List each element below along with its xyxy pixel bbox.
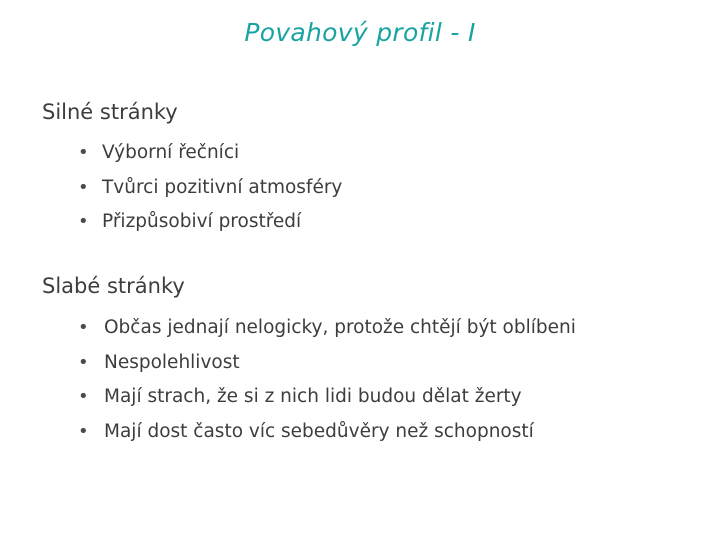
bullet-icon: • bbox=[78, 317, 89, 338]
bullet-icon: • bbox=[78, 351, 89, 373]
list-item bbox=[78, 415, 576, 450]
bullet-icon: • bbox=[78, 420, 89, 442]
bullet-icon: • bbox=[78, 211, 89, 232]
weaknesses-list bbox=[78, 311, 576, 449]
list-item-text: Nespolehlivost bbox=[104, 351, 240, 373]
list-item-text: Výborní řečníci bbox=[102, 142, 240, 163]
strengths-list bbox=[78, 136, 342, 240]
list-item bbox=[78, 171, 342, 206]
section-heading-strengths: Silné stránky bbox=[42, 100, 178, 124]
bullet-icon: • bbox=[78, 386, 89, 407]
bullet-icon: • bbox=[78, 142, 89, 163]
list-item-text: Přizpůsobiví prostředí bbox=[102, 211, 302, 232]
list-item-text: Tvůrci pozitivní atmosféry bbox=[102, 176, 343, 198]
slide-title: Povahový profil - I bbox=[244, 18, 476, 47]
list-item bbox=[78, 311, 576, 346]
list-item bbox=[78, 205, 342, 240]
section-heading-weaknesses: Slabé stránky bbox=[42, 274, 185, 298]
list-item bbox=[78, 346, 576, 381]
bullet-icon: • bbox=[78, 176, 89, 198]
list-item-text: Občas jednají nelogicky, protože chtějí být oblíbeni bbox=[104, 317, 576, 338]
list-item-text: Mají strach, že si z nich lidi budou dělat žerty bbox=[104, 386, 522, 407]
list-item-text: Mají dost často víc sebedůvěry než schopností bbox=[104, 420, 534, 442]
list-item bbox=[78, 380, 576, 415]
list-item bbox=[78, 136, 342, 171]
